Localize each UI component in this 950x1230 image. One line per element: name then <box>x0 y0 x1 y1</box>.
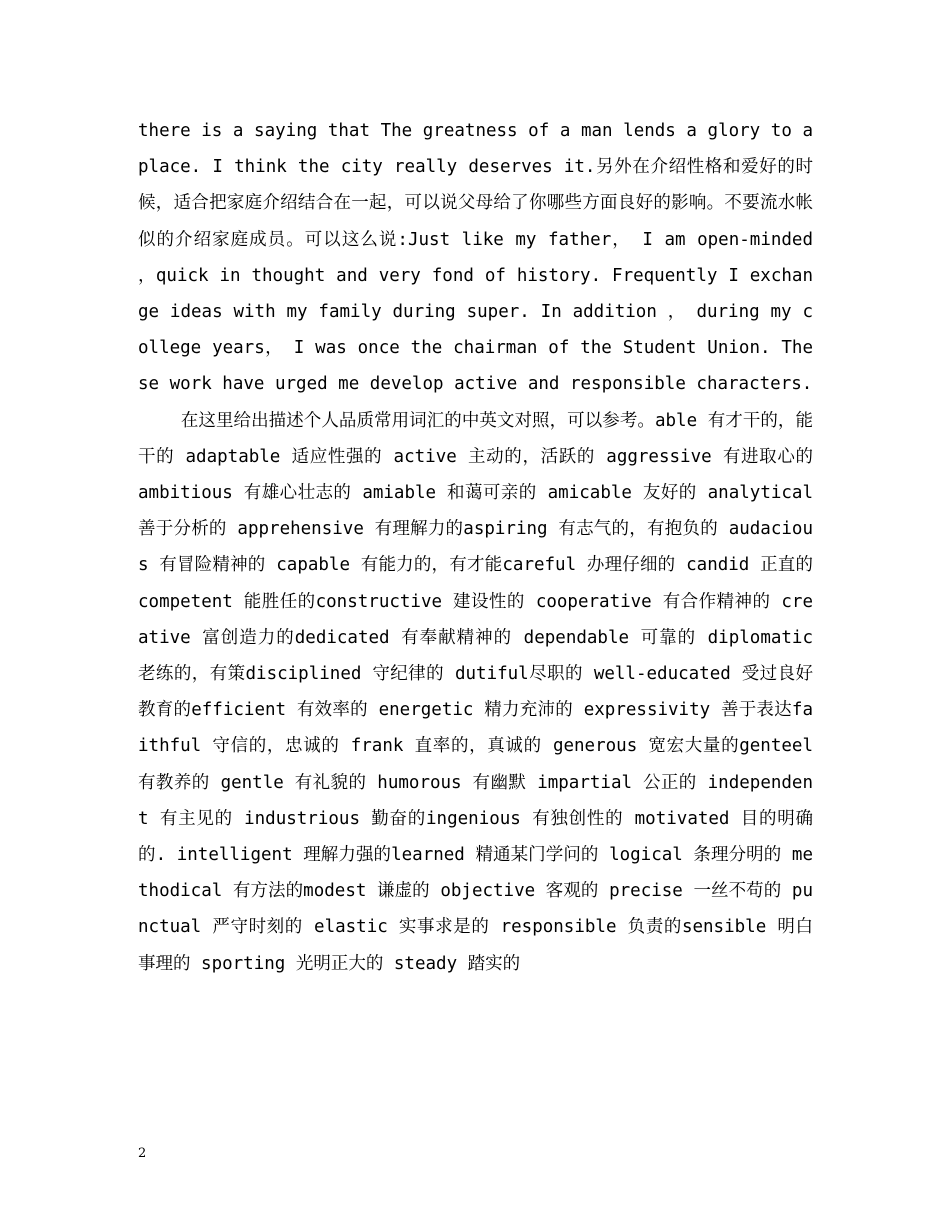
paragraph-family-intro: there is a saying that The greatness of a man lends a glory to a place. I think the city really deserves it.另外在介绍性格和爱好的时候，适合把家庭介绍结合在一起，可以说父母给了你哪些方面良好的影响。不要流水帐似的介绍家庭成员。可以这么说:Just like my father， I am open-minded ，quick in thought and very fond of history. Frequently I exchange ideas with my family during super. In addition ， during my college years， I was once the chairman of the Student Union. These work have urged me develop active and responsible characters. <box>138 121 813 395</box>
page-number: 2 <box>138 1146 147 1161</box>
document-body <box>138 113 813 982</box>
paragraph-vocabulary-list: 在这里给出描述个人品质常用词汇的中英文对照，可以参考。able 有才干的，能干的 adaptable 适应性强的 active 主动的，活跃的 aggressive 有进取心的 ambitious 有雄心壮志的 amiable 和蔼可亲的 amicable 友好的 analytical 善于分析的 apprehensive 有理解力的aspiring 有志气的，有抱负的 audacious 有冒险精神的 capable 有能力的，有才能careful 办理仔细的 candid 正直的 competent 能胜任的constructive 建设性的 cooperative 有合作精神的 creative 富创造力的dedicated 有奉献精神的 dependable 可靠的 diplomatic 老练的，有策disciplined 守纪律的 dutiful尽职的 well-educated 受过良好教育的efficient 有效率的 energetic 精力充沛的 expressivity 善于表达faithful 守信的，忠诚的 frank 直率的，真诚的 generous 宽宏大量的genteel 有教养的 gentle 有礼貌的 humorous 有幽默 impartial 公正的 independent 有主见的 industrious 勤奋的ingenious 有独创性的 motivated 目的明确的. intelligent 理解力强的learned 精通某门学问的 logical 条理分明的 methodical 有方法的modest 谦虚的 objective 客观的 precise 一丝不苟的 punctual 严守时刻的 elastic 实事求是的 responsible 负责的sensible 明白事理的 sporting 光明正大的 steady 踏实的 <box>138 410 813 974</box>
